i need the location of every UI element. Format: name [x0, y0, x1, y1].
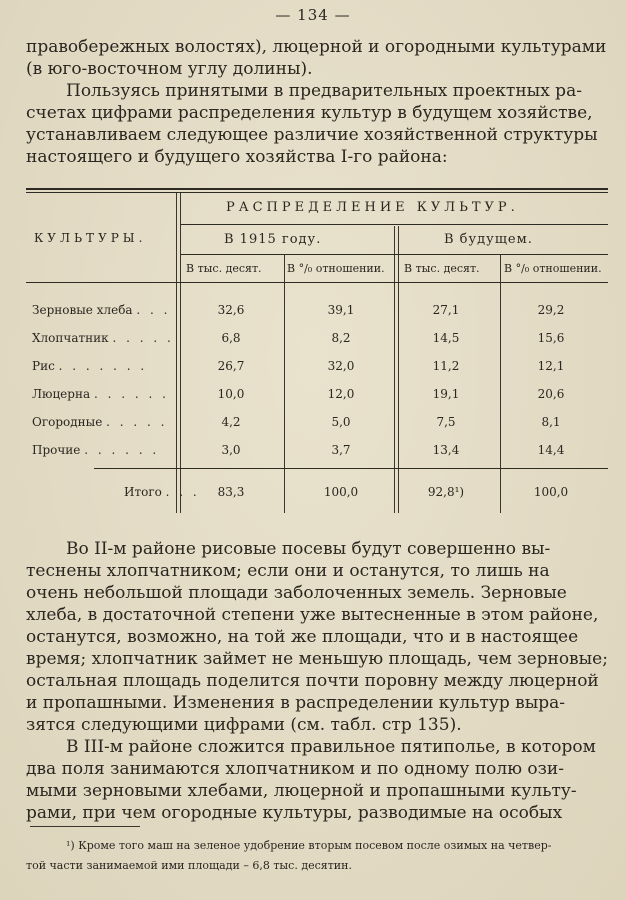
table-cell: 5,0 — [331, 415, 351, 429]
table-row-label: Хлопчатник . . . . . — [32, 331, 174, 345]
table-cell: 6,8 — [221, 331, 241, 345]
table-row-label: Прочие . . . . . . — [32, 443, 160, 457]
footnote — [26, 836, 608, 876]
text-line: и пропашными. Изменения в распределении культур выра- — [26, 693, 566, 713]
table-cell: 14,5 — [432, 331, 460, 345]
text-line: настоящего и будущего хозяйства I-го района: — [26, 147, 448, 167]
col-header-thousand-1915: В тыс. десят. — [186, 262, 262, 275]
table-cell: 19,1 — [432, 387, 460, 401]
paragraph-3 — [26, 736, 608, 824]
text-line: Во II-м районе рисовые посевы будут совершенно вы- — [66, 539, 551, 559]
text-line: счетах цифрами распределения культур в будущем хозяйстве, — [26, 103, 593, 123]
total-cell: 100,0 — [533, 485, 569, 499]
table-cell: 32,6 — [217, 303, 245, 317]
table-cell: 8,2 — [331, 331, 351, 345]
text-line: теснены хлопчатником; если они и останутся, то лишь на — [26, 561, 550, 581]
paragraph-1 — [26, 80, 608, 168]
column-divider — [176, 193, 177, 513]
footnote-rule — [30, 826, 140, 827]
table-cell: 10,0 — [217, 387, 245, 401]
table-cell: 20,6 — [537, 387, 565, 401]
table-cell: 12,1 — [537, 359, 565, 373]
table-row-label: Люцерна . . . . . . — [32, 387, 169, 401]
text-line: остальная площадь поделится почти поровну между люцерной — [26, 671, 599, 691]
total-rule — [94, 468, 608, 469]
table-cell: 12,0 — [327, 387, 355, 401]
text-line: два поля занимаются хлопчатником и по одному полю ози- — [26, 759, 564, 779]
column-divider — [398, 226, 399, 513]
table-cell: 14,4 — [537, 443, 565, 457]
header-bottom-rule — [26, 282, 608, 283]
table-cell: 4,2 — [221, 415, 241, 429]
total-cell: 92,8¹) — [427, 485, 465, 499]
table-row-label: Огородные . . . . . — [32, 415, 168, 429]
table-top-rule — [26, 188, 608, 190]
text-line: хлеба, в достаточной степени уже вытесненные в этом районе, — [26, 605, 599, 625]
column-divider — [284, 255, 285, 513]
text-line: (в юго-восточном углу долины). — [26, 59, 313, 79]
table-cell: 8,1 — [541, 415, 561, 429]
group-header-1915: В 1915 году. — [224, 232, 322, 247]
table-cell: 13,4 — [432, 443, 460, 457]
text-line: зятся следующими цифрами (см. табл. стр 135). — [26, 715, 462, 735]
table-cell: 3,7 — [331, 443, 351, 457]
total-cell: 100,0 — [323, 485, 359, 499]
text-line: очень небольшой площади заболоченных земель. Зерновые — [26, 583, 567, 603]
col-header-percent-1915: В °/₀ отношении. — [287, 262, 385, 275]
table-cell: 39,1 — [327, 303, 355, 317]
table-cell: 15,6 — [537, 331, 565, 345]
column-divider — [394, 226, 395, 513]
column-divider — [500, 255, 501, 513]
table-cell: 3,0 — [221, 443, 241, 457]
table-cell: 26,7 — [217, 359, 245, 373]
group-header-future: В будущем. — [444, 232, 533, 247]
text-line: устанавливаем следующее различие хозяйственной структуры — [26, 125, 598, 145]
table-cell: 7,5 — [436, 415, 456, 429]
row-header-cultures: КУЛЬТУРЫ. — [34, 231, 147, 245]
text-line: рами, при чем огородные культуры, разводимые на особых — [26, 803, 563, 823]
page-number: — 134 — — [275, 6, 351, 24]
col-header-thousand-future: В тыс. десят. — [404, 262, 480, 275]
text-line: время; хлопчатник займет не меньшую площадь, чем зерновые; — [26, 649, 608, 669]
text-line: Пользуясь принятыми в предварительных проектных ра- — [66, 81, 582, 101]
table-row-label: Рис . . . . . . . — [32, 359, 148, 373]
culture-distribution-table — [26, 188, 608, 518]
text-line: останутся, возможно, на той же площади, что и в настоящее — [26, 627, 579, 647]
table-top-rule-thin — [26, 192, 608, 193]
subheader-rule — [181, 254, 608, 255]
text-line: правобережных волостях), люцерной и огородными культурами — [26, 37, 607, 57]
table-cell: 32,0 — [327, 359, 355, 373]
table-row-label: Зерновые хлеба . . . — [32, 303, 171, 317]
table-cell: 11,2 — [432, 359, 460, 373]
intro-paragraph — [26, 36, 608, 80]
table-cell: 29,2 — [537, 303, 565, 317]
total-row-label: Итого . . . — [124, 485, 200, 499]
footnote-line: ¹) Кроме того маш на зеленое удобрение вторым посевом после озимых на четвер- — [66, 839, 552, 852]
table-main-header: РАСПРЕДЕЛЕНИЕ КУЛЬТУР. — [226, 200, 519, 215]
paragraph-2 — [26, 538, 608, 736]
footnote-line: той части занимаемой ими площади – 6,8 тыс. десятин. — [26, 859, 352, 872]
header-rule — [181, 224, 608, 225]
column-divider — [180, 193, 181, 513]
table-cell: 27,1 — [432, 303, 460, 317]
text-line: В III-м районе сложится правильное пятиполье, в котором — [66, 737, 596, 757]
col-header-percent-future: В °/₀ отношении. — [504, 262, 602, 275]
text-line: мыми зерновыми хлебами, люцерной и пропашными культу- — [26, 781, 577, 801]
total-cell: 83,3 — [217, 485, 245, 499]
